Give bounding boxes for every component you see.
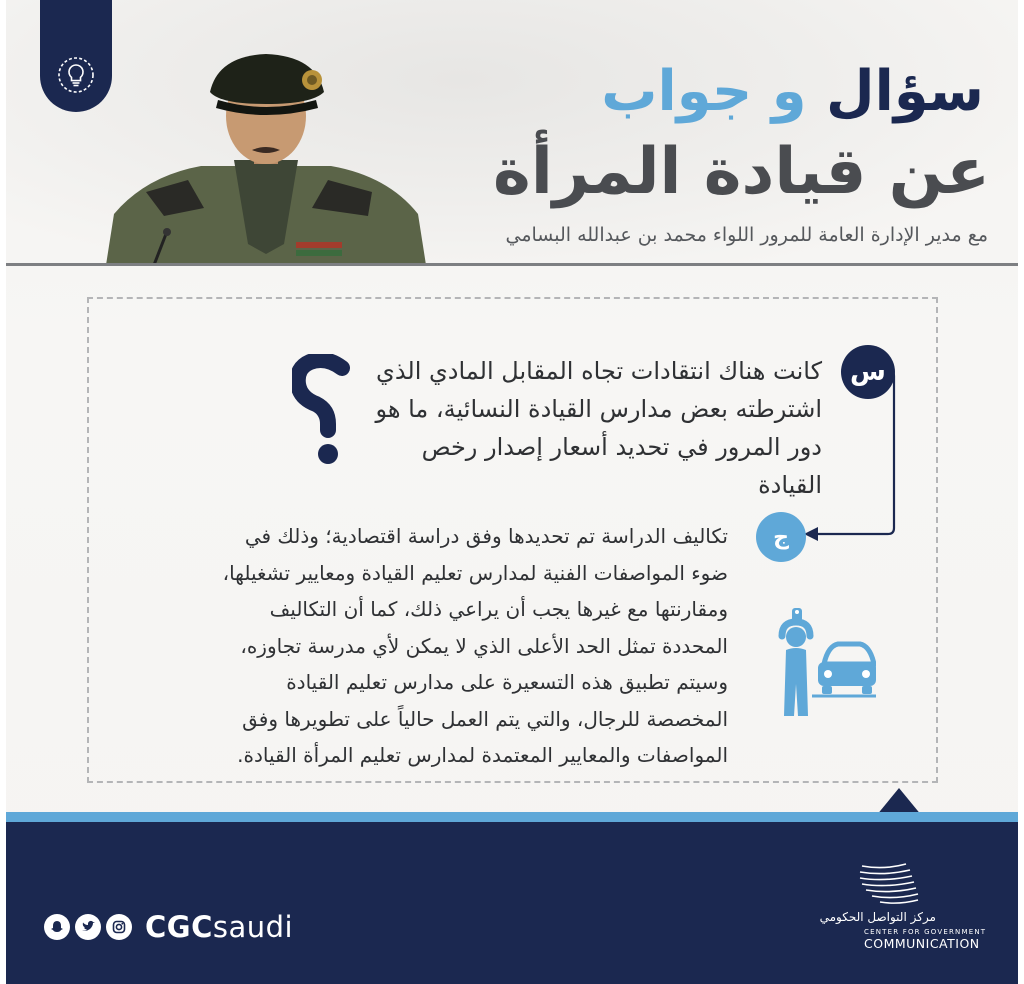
question-text: كانت هناك انتقادات تجاه المقابل المادي الذي اشترطته بعض مدارس القيادة النسائية، ما هو دور المرور في تحديد أسعار إصدار رخص القيادة xyxy=(375,357,822,499)
cgc-name-arabic: مركز التواصل الحكومي xyxy=(819,910,936,924)
woman-with-car-key-icon xyxy=(776,606,876,716)
answer-text: تكاليف الدراسة تم تحديدها وفق دراسة اقتصادية؛ وذلك في ضوء المواصفات الفنية لمدارس تعليم القيادة ومعايير تشغيلها، ومقارنتها مع غيرها يجب أن يراعي ذلك، كما أن التكاليف المحددة تمثل الحد الأعلى الذي لا يمكن لأي مدرسة تجاوزه، وسيتم تطبيق هذه التسعيرة على مدارس تعليم القيادة المخصصة للرجال، والتي يتم العمل حالياً على تطويرها وفق المواصفات والمعايير المعتمدة لمدارس تعليم المرأة القيادة. xyxy=(222,524,728,767)
handle-bold-part: CGC xyxy=(145,910,213,944)
cgc-emblem-icon xyxy=(854,860,924,908)
infographic-card xyxy=(6,0,1018,984)
question-marker: س xyxy=(841,345,895,399)
social-handle[interactable] xyxy=(145,910,293,944)
official-portrait xyxy=(106,44,426,265)
title-connector: و xyxy=(771,59,807,124)
page-subtitle: مع مدير الإدارة العامة للمرور اللواء محمد بن عبدالله البسامي xyxy=(505,224,988,246)
instagram-icon[interactable] xyxy=(106,914,132,940)
page-title xyxy=(601,58,984,126)
handle-rest-part: saudi xyxy=(212,910,294,944)
answer-marker: ج xyxy=(756,512,806,562)
twitter-icon[interactable] xyxy=(75,914,101,940)
lightbulb-icon xyxy=(57,56,95,94)
page-title-topic: عن قيادة المرأة xyxy=(493,135,990,209)
cgc-logo xyxy=(819,860,987,956)
social-handles xyxy=(44,910,293,944)
header-divider xyxy=(6,263,1018,266)
footer-accent-stripe xyxy=(6,812,1018,822)
snapchat-icon[interactable] xyxy=(44,914,70,940)
brand-bookmark xyxy=(40,0,112,112)
title-word-question: سؤال xyxy=(826,59,984,124)
question-mark-icon xyxy=(292,354,360,466)
title-word-answer: جواب xyxy=(601,59,753,124)
cgc-name-english-large: COMMUNICATION xyxy=(864,936,980,951)
cgc-name-english-small: CENTER FOR GOVERNMENT xyxy=(864,928,987,936)
